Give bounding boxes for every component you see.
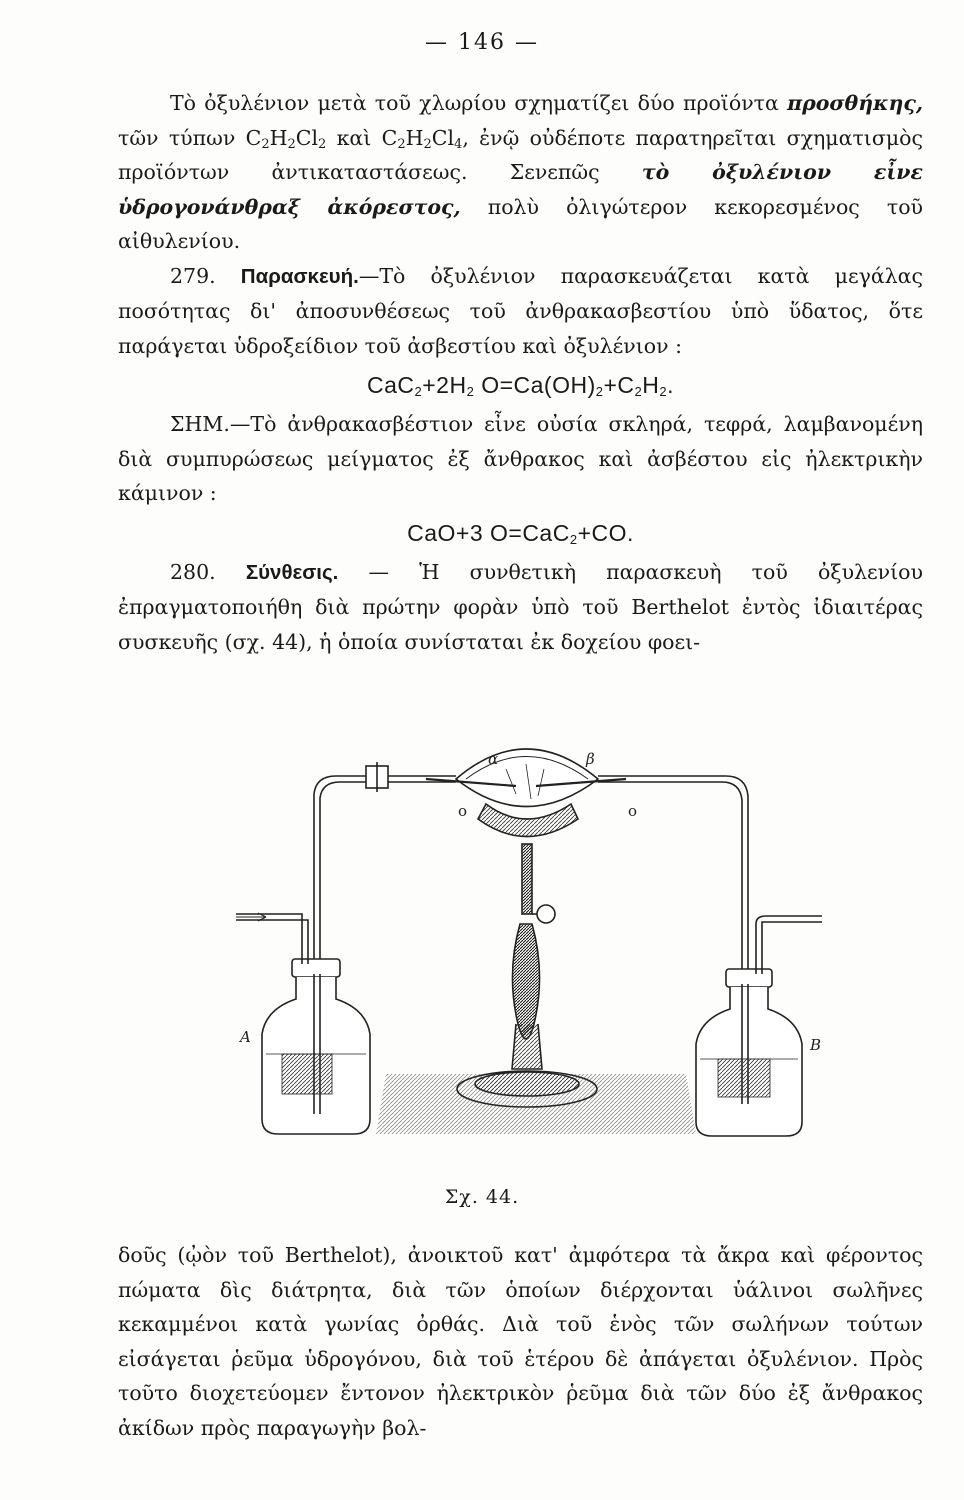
label-bottle-a: A — [240, 1028, 251, 1046]
section-heading: Σύνθεσις. — [245, 560, 339, 584]
term-addition: προσθήκης, — [787, 91, 923, 115]
section-number: 279. — [170, 263, 216, 288]
note-label: ΣΗΜ. — [170, 412, 230, 436]
section-heading: Παρασκευή. — [240, 264, 359, 288]
lower-text-block — [118, 1238, 923, 1445]
left-glass-tube — [314, 776, 456, 974]
right-glass-tube — [598, 776, 748, 984]
label-o-right: o — [628, 802, 638, 820]
figure-caption: Σχ. 44. — [444, 1186, 520, 1208]
term-unsaturated-hydrocarbon: τὸ ὀξυλένιον εἶνε ὑδρογονάνθραξ ἀκόρεστος, — [118, 160, 923, 219]
page-number: — 146 — — [425, 30, 539, 55]
label-beta: β — [586, 750, 595, 768]
stand-column — [512, 924, 539, 1039]
section-280-synthesis: 280. Σύνθεσις. — Ἡ συνθετικὴ παρασκευὴ τοῦ ὀξυλενίου ἐπραγματοποιήθη διὰ πρώτην φορὰν ὑπὸ τοῦ Berthelot ἐντὸς ἰδιαιτέρας συσκευῆς (σχ. 44), ἡ ὁποία συνίσταται ἐκ δοχείου φοει- — [118, 559, 923, 654]
upper-text-block — [118, 86, 923, 659]
paragraph-acetylene-chlorine: Τὸ ὀξυλένιον μετὰ τοῦ χλωρίου σχηματίζει δύο προϊόντα προσθήκης, τῶν τύπων $C_2H_2Cl_2$ καὶ $C_2H_2Cl_4$, ἐνῷ οὐδέποτε παρατηρεῖται σχηματισμὸς προϊόντων ἀντικαταστάσεως. Σενεπῶς τὸ ὀξυλένιον εἶνε ὑδρογονάνθραξ ἀκόρεστος, πολὺ ὀλιγώτερον κεκορεσμένος τοῦ αἰθυλενίου. — [118, 91, 924, 253]
berthelot-egg — [456, 749, 598, 807]
equation-carbide-hydrolysis: $CaC_2+2H_2$ $O=Ca(OH)_2+C_2H_2$. — [366, 372, 675, 399]
section-number: 280. — [170, 559, 216, 584]
apparatus-illustration — [226, 724, 826, 1154]
figure-berthelot-apparatus — [226, 724, 826, 1154]
equation-carbide-synthesis: CaO+3 O=CaC$_2$+CO. — [407, 519, 634, 547]
section-279-preparation: 279. Παρασκευή.—Τὸ ὀξυλένιον παρασκευάζεται κατὰ μεγάλας ποσότητας δι' ἀποσυνθέσεως τοῦ ἀνθρακασβεστίου ὑπὸ ὕδατος, ὅτε παράγεται ὑδροξείδιον τοῦ ἀσβεστίου καὶ ὀξυλένιον : — [118, 263, 923, 358]
label-bottle-b: B — [810, 1036, 822, 1054]
label-o-left: o — [458, 802, 468, 820]
label-alpha: α — [488, 750, 499, 768]
note-calcium-carbide: ΣΗΜ.—Τὸ ἀνθρακασβέστιον εἶνε οὐσία σκληρά, τεφρά, λαμβανομένη διὰ συμπυρώσεως μείγματος ἐξ ἄνθρακος καὶ ἀσβέστου εἰς ἠλεκτρικὴν κάμινον : — [118, 412, 923, 505]
paragraph-berthelot-egg: δοῦς (ᾠὸν τοῦ Berthelot), ἀνοικτοῦ κατ' ἀμφότερα τὰ ἄκρα καὶ φέροντος πώματα δὶς διάτρητα, διὰ τῶν ὁποίων διέρχονται ὑάλινοι σωλῆνες κεκαμμένοι κατὰ γωνίας ὀρθάς. Διὰ τοῦ ἑνὸς τῶν σωλήνων τούτων εἰσάγεται ῥεῦμα ὑδρογόνου, διὰ τοῦ ἑτέρου δὲ ἀπάγεται ὀξυλένιον. Πρὸς τοῦτο διοχετεύομεν ἔντονον ἠλεκτρικὸν ῥεῦμα διὰ τῶν δύο ἐξ ἄνθρακος ἀκίδων πρὸς παραγωγὴν βολ- — [118, 1243, 923, 1440]
